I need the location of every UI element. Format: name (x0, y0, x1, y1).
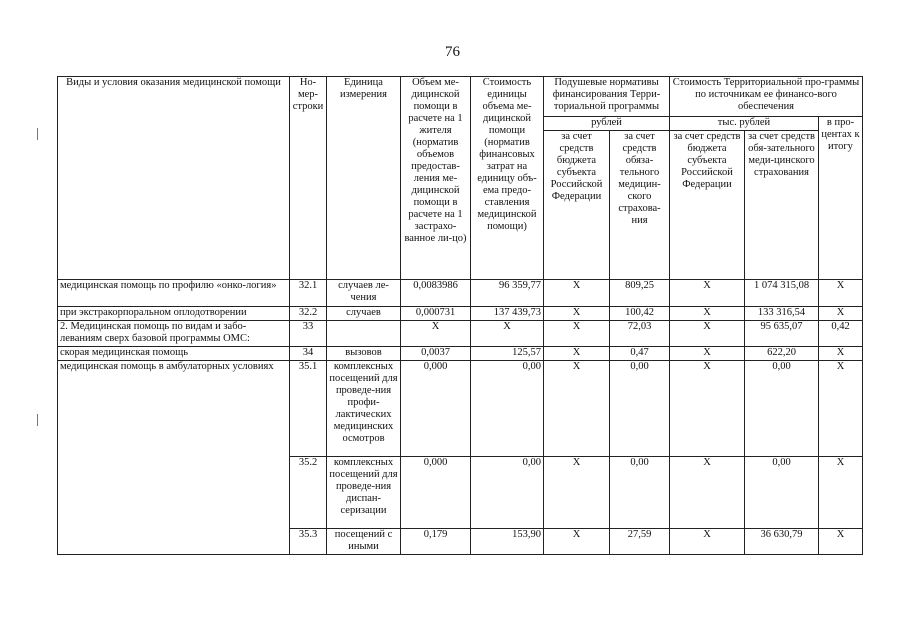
row-pc-budget: X (544, 280, 610, 307)
header-budget-territorial: за счет средств бюджета субъекта Российской Федерации (670, 131, 745, 280)
header-thousand-rubles: тыс. рублей (670, 117, 819, 131)
row-name: 2. Медицинская помощь по видам и забо-леваниям сверх базовой программы ОМС: (58, 321, 290, 347)
row-cost: 153,90 (471, 529, 544, 555)
row-line: 35.3 (290, 529, 327, 555)
table-row (58, 280, 863, 307)
row-pc-oms: 100,42 (610, 307, 670, 321)
header-percent: в про-центах к итогу (819, 117, 863, 280)
scan-mark (37, 414, 38, 426)
table-row (58, 347, 863, 361)
row-pc-oms: 0,00 (610, 361, 670, 457)
row-unit: вызовов (327, 347, 401, 361)
row-t-budget: X (670, 457, 745, 529)
table-row (58, 321, 863, 347)
row-pc-budget: X (544, 347, 610, 361)
table-row (58, 361, 863, 457)
row-t-budget: X (670, 321, 745, 347)
table-row (58, 307, 863, 321)
row-t-percent: X (819, 529, 863, 555)
row-volume: 0,0083986 (401, 280, 471, 307)
row-name: при экстракорпоральном оплодотворении (58, 307, 290, 321)
row-pc-oms: 0,00 (610, 457, 670, 529)
header-cost: Стоимость единицы объема ме-дицинской помощи (норматив финансовых затрат на единицу объ-ема предо-ставления медицинской помощи) (471, 77, 544, 280)
row-cost: 125,57 (471, 347, 544, 361)
row-unit: комплексных посещений для проведе-ния диспан-серизации (327, 457, 401, 529)
row-unit: комплексных посещений для проведе-ния профи-лактических медицинских осмотров (327, 361, 401, 457)
row-volume: 0,179 (401, 529, 471, 555)
row-t-budget: X (670, 347, 745, 361)
header-kinds: Виды и условия оказания медицинской помощи (58, 77, 290, 280)
row-t-percent: X (819, 347, 863, 361)
row-unit: случаев ле-чения (327, 280, 401, 307)
row-name: медицинская помощь в амбулаторных условиях (58, 361, 290, 555)
row-volume: 0,000 (401, 457, 471, 529)
row-volume: 0,0037 (401, 347, 471, 361)
row-t-oms: 622,20 (745, 347, 819, 361)
page-number: 76 (445, 44, 460, 60)
row-cost: X (471, 321, 544, 347)
row-t-budget: X (670, 361, 745, 457)
row-pc-budget: X (544, 307, 610, 321)
row-t-oms: 36 630,79 (745, 529, 819, 555)
row-t-percent: X (819, 457, 863, 529)
row-t-percent: 0,42 (819, 321, 863, 347)
header-oms: за счет средств обяза-тельного медицин-ского страхова-ния (610, 131, 670, 280)
row-cost: 137 439,73 (471, 307, 544, 321)
row-t-oms: 95 635,07 (745, 321, 819, 347)
row-line: 33 (290, 321, 327, 347)
row-pc-budget: X (544, 321, 610, 347)
row-t-budget: X (670, 307, 745, 321)
row-line: 32.2 (290, 307, 327, 321)
row-unit (327, 321, 401, 347)
row-t-oms: 0,00 (745, 361, 819, 457)
row-line: 35.1 (290, 361, 327, 457)
row-pc-budget: X (544, 457, 610, 529)
row-pc-oms: 809,25 (610, 280, 670, 307)
row-line: 35.2 (290, 457, 327, 529)
row-volume: 0,000 (401, 361, 471, 457)
row-unit: посещений с иными (327, 529, 401, 555)
row-t-oms: 0,00 (745, 457, 819, 529)
row-name: медицинская помощь по профилю «онко-логия» (58, 280, 290, 307)
row-pc-oms: 0,47 (610, 347, 670, 361)
row-t-budget: X (670, 529, 745, 555)
header-line-number: Но-мер-строки (290, 77, 327, 280)
row-t-percent: X (819, 307, 863, 321)
header-per-capita: Подушевые нормативы финансирования Терри-ториальной программы (544, 77, 670, 117)
row-pc-budget: X (544, 529, 610, 555)
row-cost: 0,00 (471, 457, 544, 529)
row-unit: случаев (327, 307, 401, 321)
row-volume: X (401, 321, 471, 347)
row-volume: 0,000731 (401, 307, 471, 321)
header-volume: Объем ме-дицинской помощи в расчете на 1 жителя (норматив объемов предостав-ления ме-дицинской помощи в расчете на 1 застрахо-ванное ли-цо) (401, 77, 471, 280)
row-name: скорая медицинская помощь (58, 347, 290, 361)
row-pc-oms: 27,59 (610, 529, 670, 555)
row-cost: 0,00 (471, 361, 544, 457)
row-t-budget: X (670, 280, 745, 307)
scan-mark (37, 128, 38, 140)
header-rubles: рублей (544, 117, 670, 131)
row-line: 34 (290, 347, 327, 361)
header-unit: Единица измерения (327, 77, 401, 280)
row-pc-budget: X (544, 361, 610, 457)
row-t-oms: 133 316,54 (745, 307, 819, 321)
header-territorial: Стоимость Территориальной про-граммы по источникам ее финансо-вого обеспечения (670, 77, 863, 117)
row-line: 32.1 (290, 280, 327, 307)
row-t-oms: 1 074 315,08 (745, 280, 819, 307)
row-pc-oms: 72,03 (610, 321, 670, 347)
row-t-percent: X (819, 280, 863, 307)
financing-table (57, 76, 863, 555)
header-budget: за счет средств бюджета субъекта Российской Федерации (544, 131, 610, 280)
row-t-percent: X (819, 361, 863, 457)
row-cost: 96 359,77 (471, 280, 544, 307)
header-oms-territorial: за счет средств обя-зательного меди-цинского страхования (745, 131, 819, 280)
